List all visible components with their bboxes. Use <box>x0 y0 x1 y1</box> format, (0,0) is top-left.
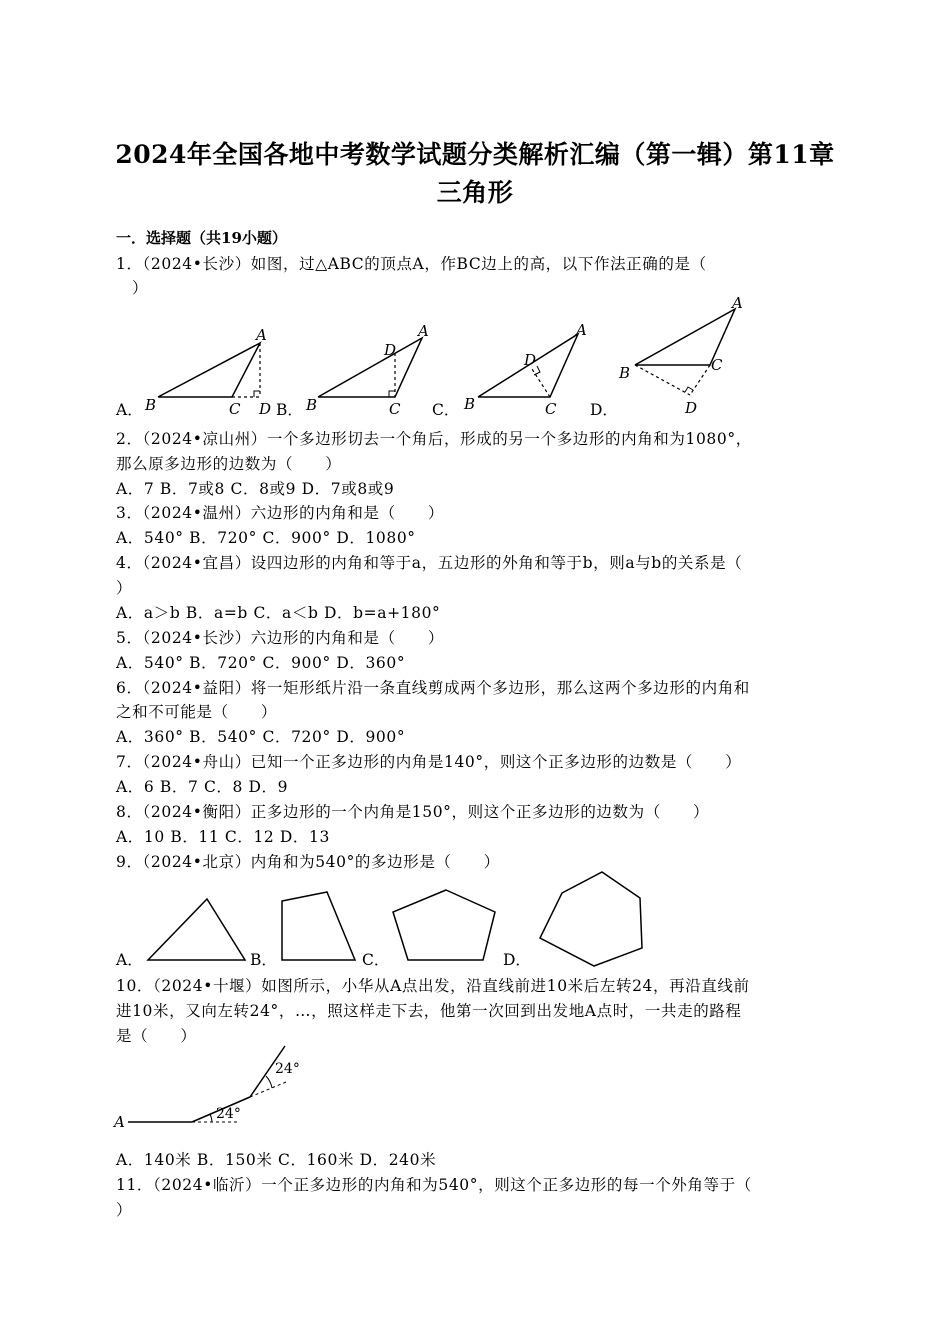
q1c-point-d: D <box>524 351 537 369</box>
q9-quadrilateral <box>282 892 355 960</box>
q9-hexagon <box>540 872 642 966</box>
question-11-text-cont: ） <box>116 1201 133 1219</box>
q1d-point-b: B <box>619 364 631 382</box>
q9-option-d-label: D． <box>503 951 531 969</box>
question-9-text: 9．（2024•北京）内角和为540°的多边形是（ ） <box>116 853 500 871</box>
question-2-options: A．7 B．7或8 C．8或9 D．7或8或9 <box>116 480 395 498</box>
question-8-options: A．10 B．11 C．12 D．13 <box>116 828 330 846</box>
q1a-point-a: A <box>256 326 267 344</box>
q1-option-c-label: C． <box>432 401 460 419</box>
q1b-point-d: D <box>384 341 397 359</box>
question-10-options: A．140米 B．150米 C．160米 D．240米 <box>116 1151 437 1169</box>
q1d-point-c: C <box>711 356 723 374</box>
q10-angle-label-1: 24° <box>216 1106 241 1122</box>
question-5-options: A．540° B．720° C．900° D．360° <box>116 654 406 672</box>
q9-option-c-label: C． <box>362 951 390 969</box>
question-3-text: 3．（2024•温州）六边形的内角和是（ ） <box>116 504 445 522</box>
question-3-options: A．540° B．720° C．900° D．1080° <box>116 529 416 547</box>
q1-figure-b <box>300 322 435 420</box>
q9-pentagon <box>393 890 495 960</box>
q1-option-a-label: A． <box>116 401 143 419</box>
q1-option-b-label: B． <box>276 401 303 419</box>
question-10-text-cont-2: 是（ ） <box>116 1027 197 1045</box>
q10-angle-label-2: 24° <box>275 1061 300 1077</box>
q1c-point-b: B <box>464 395 476 413</box>
q9-triangle <box>148 899 245 960</box>
q1b-point-a: A <box>418 322 429 340</box>
q1c-point-a: A <box>576 321 587 339</box>
q10-point-a: A <box>114 1113 125 1131</box>
question-8-text: 8．（2024•衡阳）正多边形的一个内角是150°，则这个正多边形的边数为（ ） <box>116 803 710 821</box>
question-4-text-cont: ） <box>116 579 133 597</box>
question-4-text: 4．（2024•宜昌）设四边形的内角和等于a，五边形的外角和等于b，则a与b的关系是（ <box>116 554 743 572</box>
q1c-point-c: C <box>545 400 557 418</box>
q1-figure-d <box>615 295 755 420</box>
question-6-text: 6．（2024•益阳）将一矩形纸片沿一条直线剪成两个多边形，那么这两个多边形的内角和 <box>116 679 750 697</box>
q9-option-a-label: A． <box>116 951 143 969</box>
question-2-text: 2．（2024•凉山州）一个多边形切去一个角后，形成的另一个多边形的内角和为1080°， <box>116 430 752 448</box>
page-title-line1: 2024年全国各地中考数学试题分类解析汇编（第一辑）第11章 <box>115 140 835 169</box>
question-6-options: A．360° B．540° C．720° D．900° <box>116 728 406 746</box>
q1a-point-c: C <box>229 400 241 418</box>
question-5-text: 5．（2024•长沙）六边形的内角和是（ ） <box>116 629 445 647</box>
question-4-options: A．a＞b B．a=b C．a＜b D．b=a+180° <box>116 604 441 622</box>
question-2-text-cont: 那么原多边形的边数为（ ） <box>116 455 342 473</box>
q9-figures <box>0 860 950 970</box>
question-7-options: A．6 B．7 C．8 D．9 <box>116 778 289 796</box>
question-10-text-cont: 进10米，又向左转24°，…，照这样走下去，他第一次回到出发地A点时，一共走的路程 <box>116 1002 742 1020</box>
page-title-line2: 三角形 <box>436 178 514 207</box>
q1-figure-a <box>140 325 280 420</box>
q9-option-b-label: B． <box>250 951 277 969</box>
q1a-point-b: B <box>145 396 157 414</box>
q1d-point-a: A <box>732 294 743 312</box>
question-6-text-cont: 之和不可能是（ ） <box>116 703 278 721</box>
q1-figure-c <box>460 322 595 422</box>
question-1-text: 1．（2024•长沙）如图，过△ABC的顶点A，作BC边上的高，以下作法正确的是（ <box>116 255 707 273</box>
question-7-text: 7．（2024•舟山）已知一个正多边形的内角是140°，则这个正多边形的边数是（ ） <box>116 753 742 771</box>
question-1-text-cont: ） <box>132 279 149 297</box>
question-10-text: 10．（2024•十堰）如图所示，小华从A点出发，沿直线前进10米后左转24，再沿直线前 <box>116 977 750 995</box>
q1-option-d-label: D． <box>590 401 618 419</box>
q10-figure <box>110 1042 320 1132</box>
question-11-text: 11．（2024•临沂）一个正多边形的内角和为540°，则这个正多边形的每一个外角等于（ <box>116 1176 752 1194</box>
q1b-point-c: C <box>389 400 401 418</box>
q1a-point-d: D <box>259 400 272 418</box>
q1d-point-d: D <box>685 399 698 417</box>
section-heading: 一．选择题（共19小题） <box>116 229 287 247</box>
q1b-point-b: B <box>306 396 318 414</box>
